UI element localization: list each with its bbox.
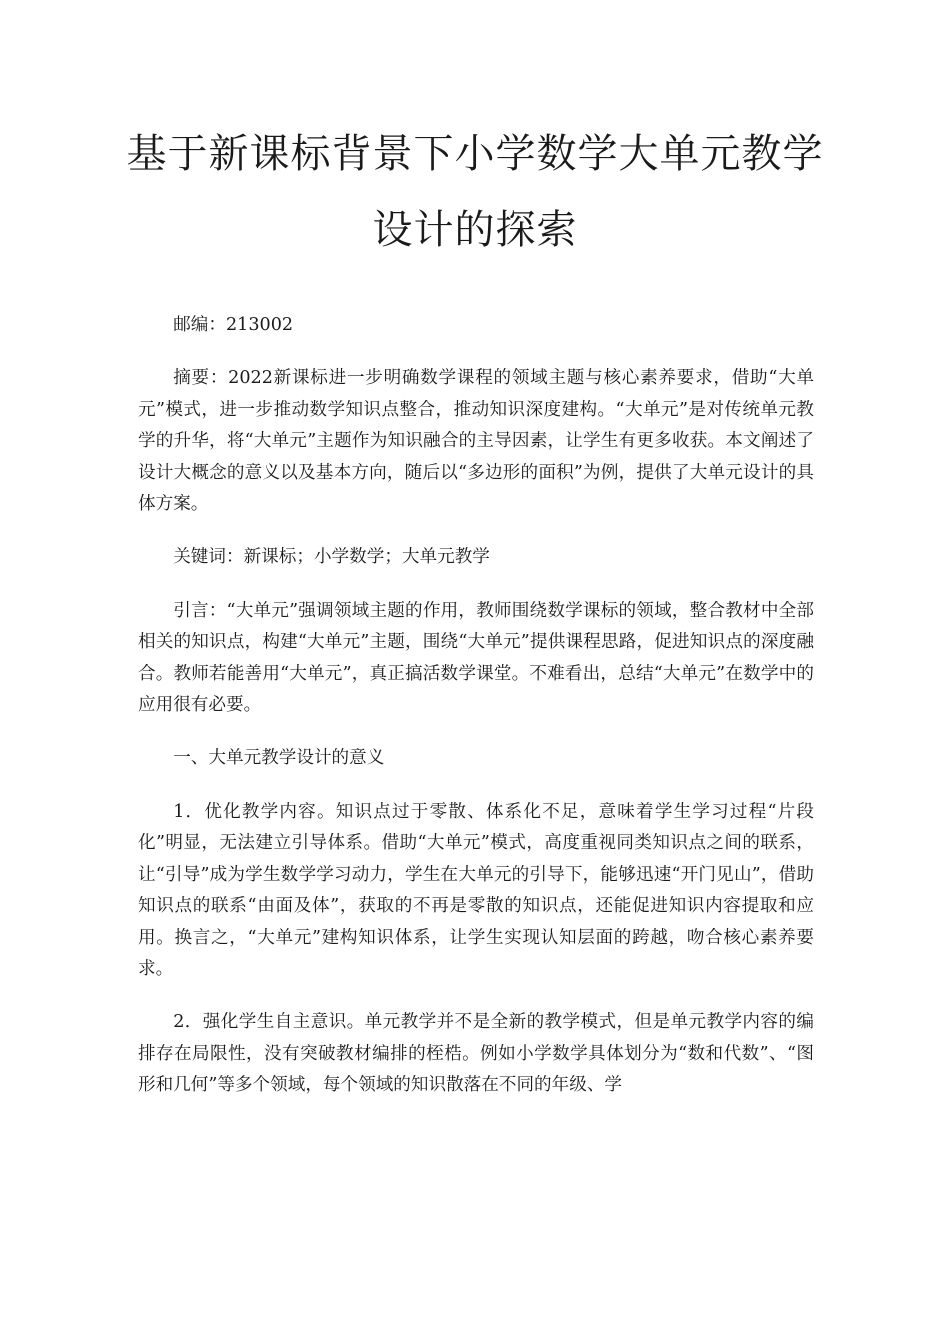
point-1-paragraph: 1．优化教学内容。知识点过于零散、体系化不足，意味着学生学习过程“片段化”明显，无法建立引导体系。借助“大单元”模式，高度重视同类知识点之间的联系，让“引导”成为学生数学学习动力，学生在大单元的引导下，能够迅速“开门见山”，借助知识点的联系“由面及体”，获取的不再是零散的知识点，还能促进知识内容提取和应用。换言之，“大单元”建构知识体系，让学生实现认知层面的跨越，吻合核心素养要求。 bbox=[138, 801, 814, 979]
point-2-paragraph: 2．强化学生自主意识。单元教学并不是全新的教学模式，但是单元教学内容的编排存在局限性，没有突破教材编排的桎梏。例如小学数学具体划分为“数和代数”、“图形和几何”等多个领域，每个领域的知识散落在不同的年级、学 bbox=[138, 1012, 814, 1096]
intro-paragraph: 引言：“大单元”强调领域主题的作用，教师围绕数学课标的领域，整合教材中全部相关的知识点，构建“大单元”主题，围绕“大单元”提供课程思路，促进知识点的深度融合。教师若能善用“大单元”，真正搞活数学课堂。不难看出，总结“大单元”在数学中的应用很有必要。 bbox=[138, 600, 814, 716]
postcode: 邮编：213002 bbox=[173, 315, 294, 335]
document-title bbox=[120, 116, 830, 268]
document-body bbox=[138, 310, 814, 1124]
abstract-paragraph: 摘要：2022新课标进一步明确数学课程的领域主题与核心素养要求，借助“大单元”模式，进一步推动数学知识点整合，推动知识深度建构。“大单元”是对传统单元教学的升华，将“大单元”主题作为知识融合的主导因素，让学生有更多收获。本文阐述了设计大概念的意义以及基本方向，随后以“多边形的面积”为例，提供了大单元设计的具体方案。 bbox=[138, 368, 814, 515]
title-line-1: 基于新课标背景下小学数学大单元教学 bbox=[126, 131, 824, 177]
section-heading: 一、大单元教学设计的意义 bbox=[173, 748, 385, 769]
keywords-paragraph: 关键词：新课标；小学数学；大单元教学 bbox=[173, 547, 490, 568]
title-line-2: 设计的探索 bbox=[372, 207, 578, 253]
